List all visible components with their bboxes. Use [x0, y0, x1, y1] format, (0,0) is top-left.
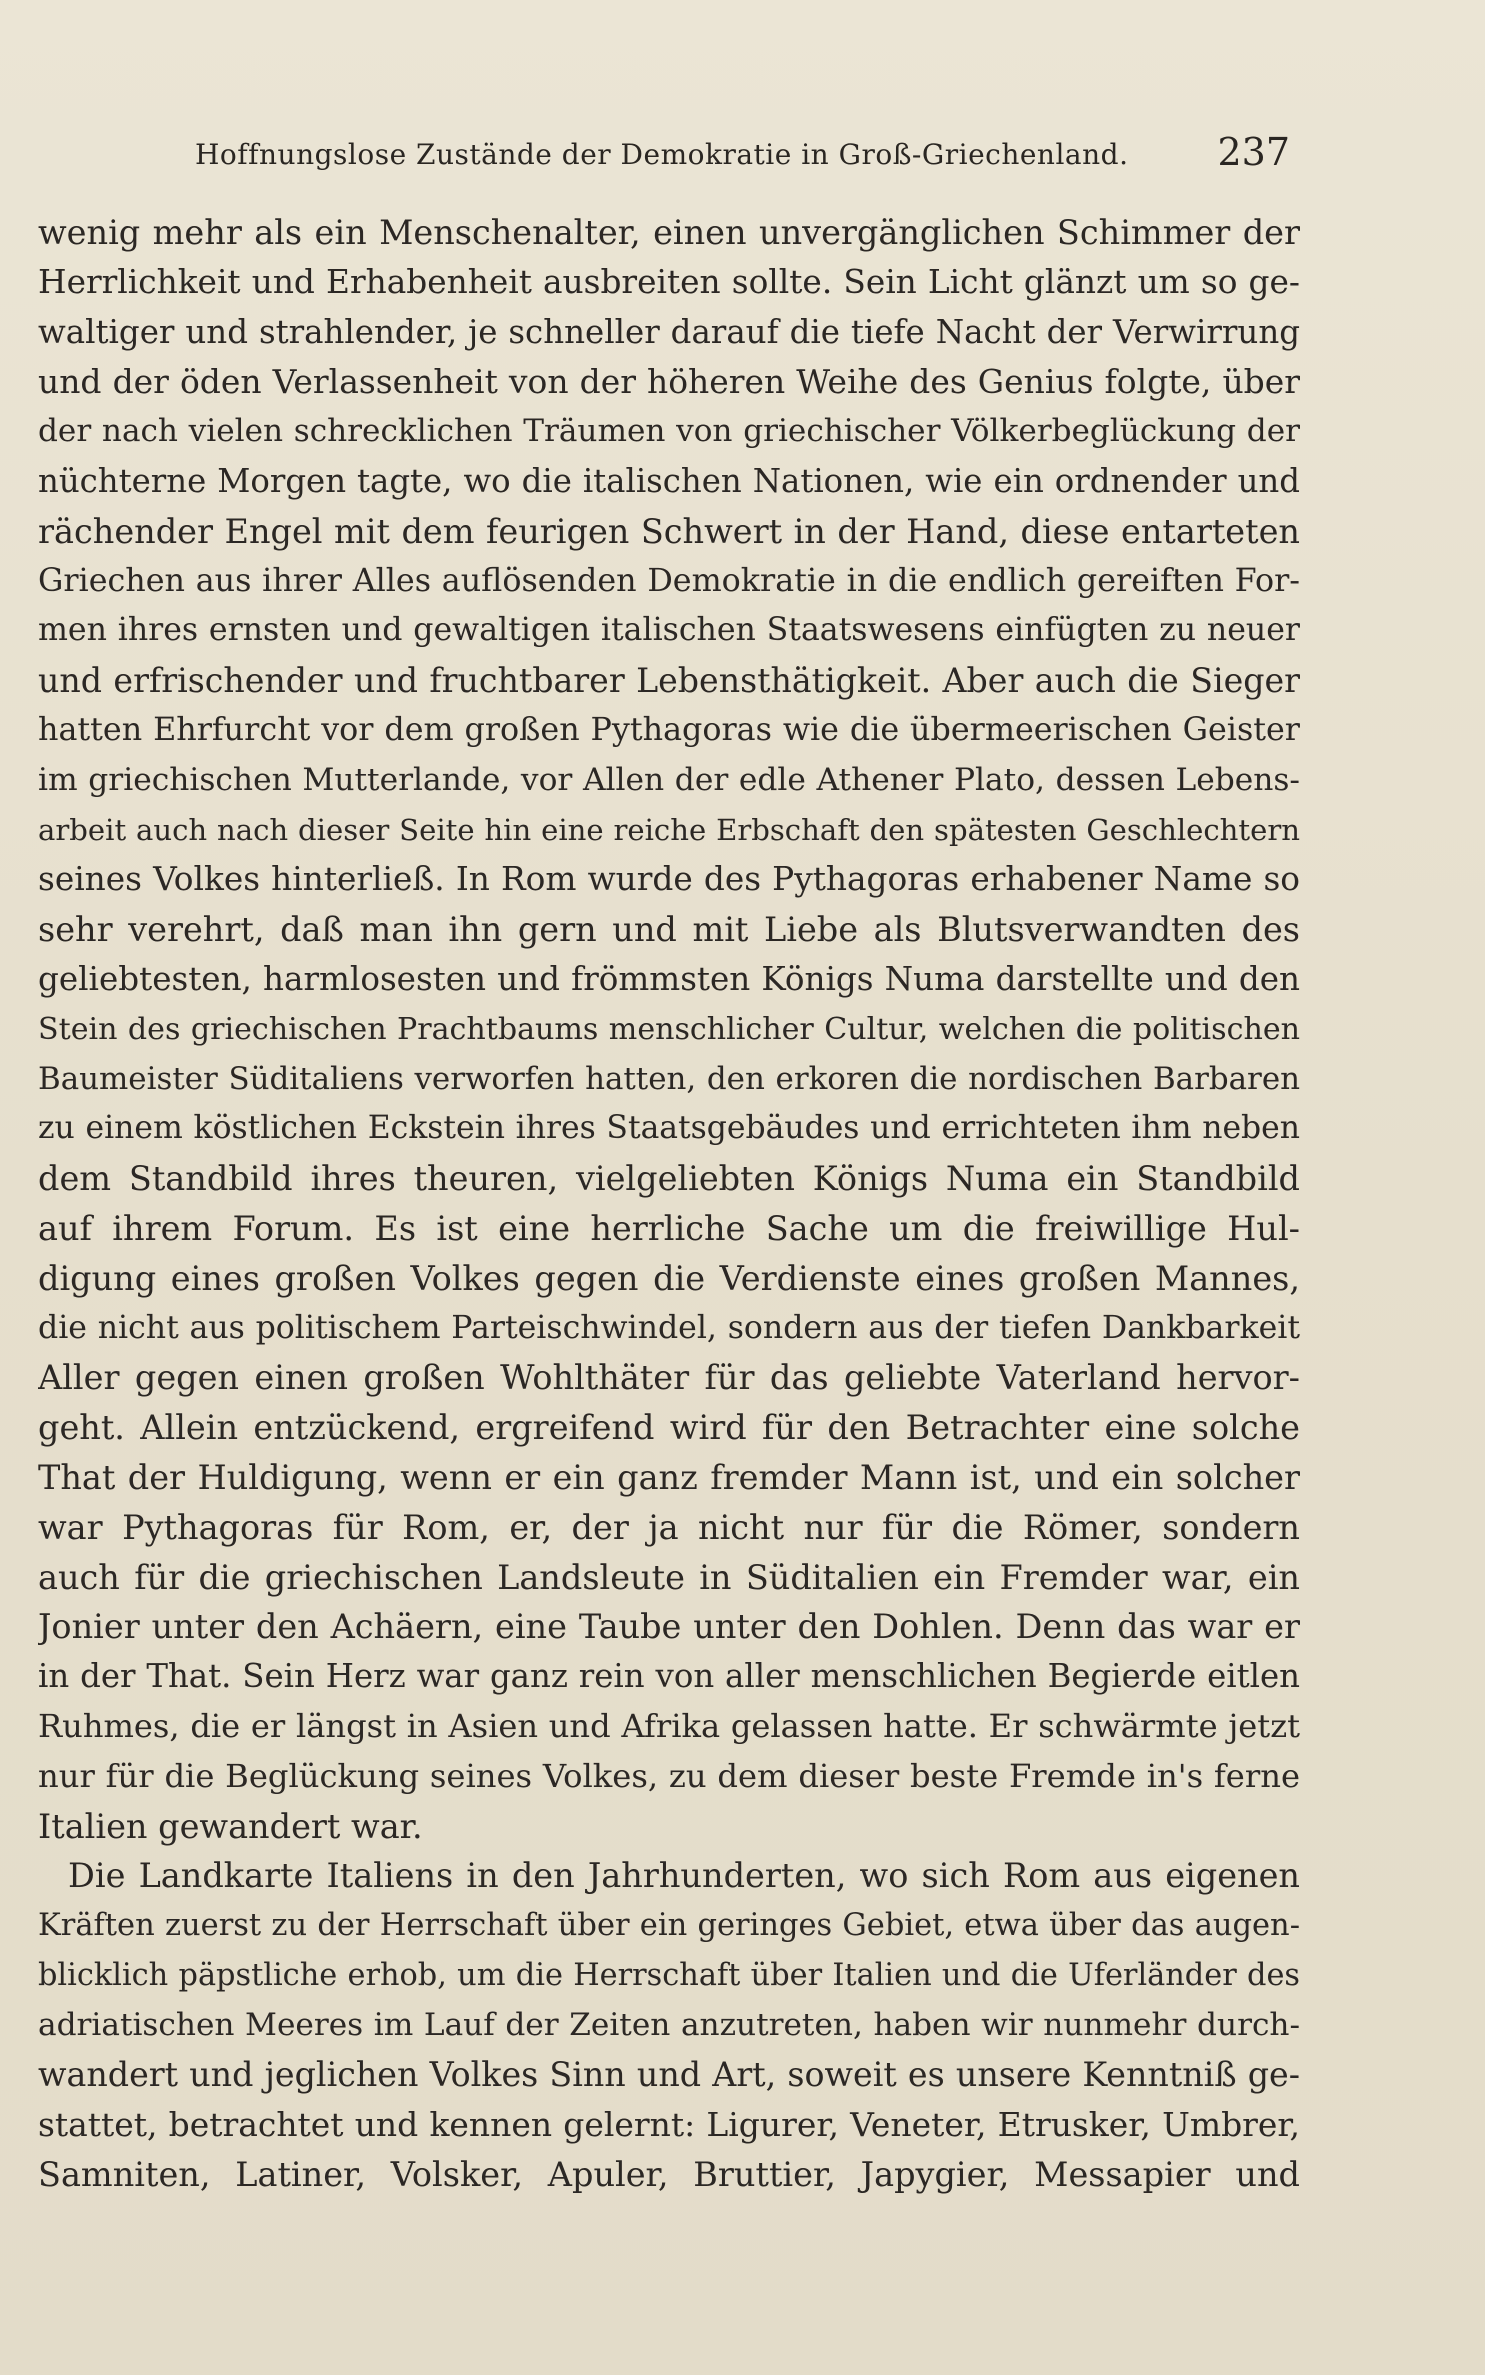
text-line: Samniten, Latiner, Volsker, Apuler, Bruttier, Japygier, Messapier und — [38, 2155, 1300, 2195]
text-line: auch für die griechischen Landsleute in Süditalien ein Fremder war, ein — [38, 1557, 1300, 1597]
text-line: sehr verehrt, daß man ihn gern und mit Liebe als Blutsverwandten des — [38, 910, 1300, 950]
text-line: Stein des griechischen Prachtbaums menschlicher Cultur, welchen die politischen — [38, 1011, 1300, 1047]
text-line: nüchterne Morgen tagte, wo die italischen Nationen, wie ein ordnender und — [38, 461, 1300, 500]
text-line: war Pythagoras für Rom, er, der ja nicht nur für die Römer, sondern — [38, 1507, 1300, 1547]
page-header — [195, 128, 1290, 178]
text-line: in der That. Sein Herz war ganz rein von aller menschlichen Begierde eitlen — [38, 1657, 1300, 1696]
text-line: geht. Allein entzückend, ergreifend wird für den Betrachter eine solche — [38, 1408, 1300, 1448]
text-line: geliebtesten, harmlosesten und frömmsten Königs Numa darstellte und den — [38, 959, 1300, 998]
text-line: men ihres ernsten und gewaltigen italischen Staatswesens einfügten zu neuer — [38, 612, 1300, 649]
text-line: die nicht aus politischem Parteischwindel, sondern aus der tiefen Dankbarkeit — [38, 1309, 1300, 1346]
text-line: Ruhmes, die er längst in Asien und Afrika gelassen hatte. Er schwärmte jetzt — [38, 1706, 1300, 1745]
text-line: wenig mehr als ein Menschenalter, einen unvergänglichen Schimmer der — [38, 213, 1300, 252]
text-line: zu einem köstlichen Eckstein ihres Staatsgebäudes und errichteten ihm neben — [38, 1110, 1300, 1147]
running-head: Hoffnungslose Zustände der Demokratie in Groß-Griechenland. — [195, 138, 1129, 171]
text-line: hatten Ehrfurcht vor dem großen Pythagoras wie die übermeerischen Geister — [38, 711, 1300, 748]
text-line: der nach vielen schrecklichen Träumen von griechischer Völkerbeglückung der — [38, 413, 1300, 450]
text-line: adriatischen Meeres im Lauf der Zeiten anzutreten, haben wir nunmehr durch- — [38, 2006, 1300, 2043]
text-line: digung eines großen Volkes gegen die Verdienste eines großen Mannes, — [38, 1258, 1300, 1298]
text-line: arbeit auch nach dieser Seite hin eine reiche Erbschaft den spätesten Geschlechtern — [38, 812, 1300, 847]
text-line: blicklich päpstliche erhob, um die Herrschaft über Italien und die Uferländer des — [38, 1957, 1300, 1993]
text-line: und der öden Verlassenheit von der höheren Weihe des Genius folgte, über — [38, 362, 1300, 402]
text-line: That der Huldigung, wenn er ein ganz fremder Mann ist, und ein solcher — [38, 1457, 1300, 1497]
text-line: wandert und jeglichen Volkes Sinn und Art, soweit es unsere Kenntniß ge- — [38, 2055, 1300, 2095]
text-line: Baumeister Süditaliens verworfen hatten, den erkoren die nordischen Barbaren — [38, 1060, 1300, 1097]
text-line: auf ihrem Forum. Es ist eine herrliche Sache um die freiwillige Hul- — [38, 1208, 1300, 1248]
text-line: und erfrischender und fruchtbarer Lebensthätigkeit. Aber auch die Sieger — [38, 661, 1300, 701]
text-line: waltiger und strahlender, je schneller darauf die tiefe Nacht der Verwirrung — [38, 312, 1300, 351]
text-line: seines Volkes hinterließ. In Rom wurde des Pythagoras erhabener Name so — [38, 860, 1300, 899]
paragraph-last-line: Italien gewandert war. — [38, 1806, 423, 1846]
paragraph-first-line: Die Landkarte Italiens in den Jahrhunderten, wo sich Rom aus eigenen — [68, 1856, 1300, 1896]
text-line: Griechen aus ihrer Alles auflösenden Demokratie in die endlich gereiften For- — [38, 562, 1300, 599]
text-line: rächender Engel mit dem feurigen Schwert in der Hand, diese entarteten — [38, 511, 1300, 551]
page-number: 237 — [1217, 130, 1290, 174]
text-line: stattet, betrachtet und kennen gelernt: Ligurer, Veneter, Etrusker, Umbrer, — [38, 2105, 1300, 2145]
text-line: Jonier unter den Achäern, eine Taube unter den Dohlen. Denn das war er — [38, 1607, 1300, 1647]
text-line: nur für die Beglückung seines Volkes, zu dem dieser beste Fremde in's ferne — [38, 1756, 1300, 1795]
text-line: im griechischen Mutterlande, vor Allen der edle Athener Plato, dessen Lebens- — [38, 761, 1300, 798]
text-line: dem Standbild ihres theuren, vielgeliebten Königs Numa ein Standbild — [38, 1159, 1300, 1199]
text-line: Aller gegen einen großen Wohlthäter für das geliebte Vaterland hervor- — [38, 1358, 1300, 1398]
text-line: Kräften zuerst zu der Herrschaft über ein geringes Gebiet, etwa über das augen- — [38, 1908, 1300, 1944]
text-line: Herrlichkeit und Erhabenheit ausbreiten sollte. Sein Licht glänzt um so ge- — [38, 262, 1300, 301]
body-text — [38, 208, 1300, 2200]
